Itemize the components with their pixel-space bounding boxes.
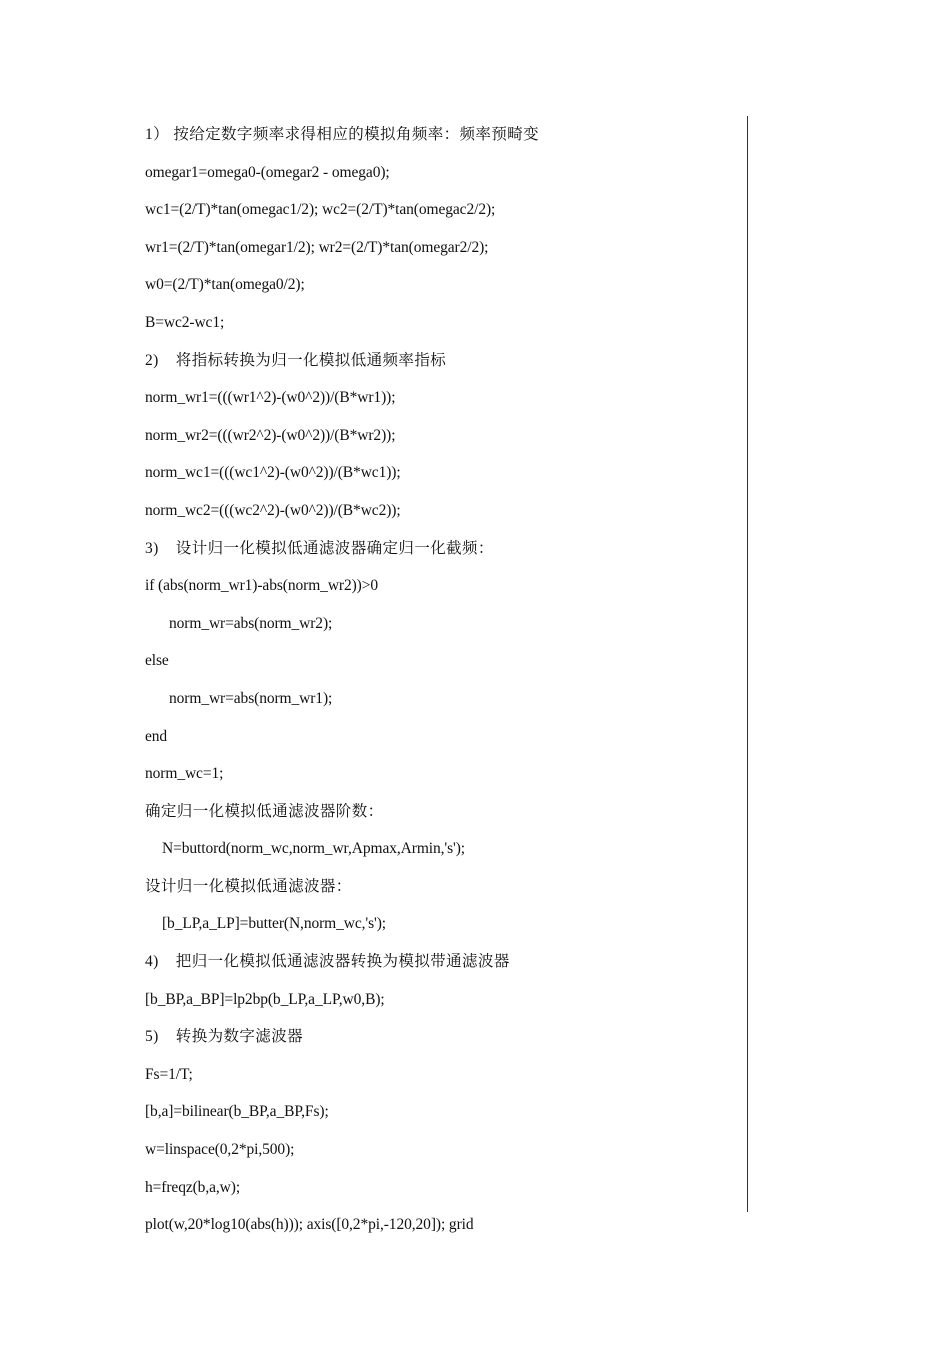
vertical-rule <box>747 116 748 1212</box>
step-4-heading: 4) 把归一化模拟低通滤波器转换为模拟带通滤波器 <box>145 953 510 971</box>
step-2-heading: 2) 将指标转换为归一化模拟低通频率指标 <box>145 351 447 369</box>
code-line: wr1=(2/T)*tan(omegar1/2); wr2=(2/T)*tan(omegar2/2); <box>145 238 489 256</box>
code-line: end <box>145 727 168 745</box>
code-line: norm_wr=abs(norm_wr2); <box>169 614 333 632</box>
order-comment: 确定归一化模拟低通滤波器阶数： <box>145 802 384 820</box>
code-line: w=linspace(0,2*pi,500); <box>145 1141 295 1159</box>
code-line: Fs=1/T; <box>145 1065 193 1083</box>
code-line: if (abs(norm_wr1)-abs(norm_wr2))>0 <box>145 577 379 595</box>
step-1-heading: 1） 按给定数字频率求得相应的模拟角频率：频率预畸变 <box>145 126 540 143</box>
code-line: [b_BP,a_BP]=lp2bp(b_LP,a_LP,w0,B); <box>145 990 385 1008</box>
code-line: h=freqz(b,a,w); <box>145 1178 241 1196</box>
code-line: omegar1=omega0-(omegar2 - omega0); <box>145 163 390 181</box>
code-line: norm_wc2=(((wc2^2)-(w0^2))/(B*wc2)); <box>145 501 401 519</box>
code-line: [b_LP,a_LP]=butter(N,norm_wc,'s'); <box>162 915 387 933</box>
design-comment: 设计归一化模拟低通滤波器： <box>145 877 352 895</box>
code-line: plot(w,20*log10(abs(h))); axis([0,2*pi,-120,20]); grid <box>145 1216 474 1234</box>
code-line: wc1=(2/T)*tan(omegac1/2); wc2=(2/T)*tan(omegac2/2); <box>145 201 496 219</box>
code-line: [b,a]=bilinear(b_BP,a_BP,Fs); <box>145 1103 329 1121</box>
code-line: w0=(2/T)*tan(omega0/2); <box>145 276 305 294</box>
step-3-heading: 3) 设计归一化模拟低通滤波器确定归一化截频： <box>145 539 494 557</box>
code-line: B=wc2-wc1; <box>145 313 225 331</box>
code-line: norm_wr2=(((wr2^2)-(w0^2))/(B*wr2)); <box>145 426 396 444</box>
code-line: norm_wc=1; <box>145 765 224 783</box>
code-line: norm_wr1=(((wr1^2)-(w0^2))/(B*wr1)); <box>145 389 396 407</box>
code-block <box>145 118 735 1246</box>
step-5-heading: 5) 转换为数字滤波器 <box>145 1028 304 1046</box>
code-line: norm_wc1=(((wc1^2)-(w0^2))/(B*wc1)); <box>145 464 401 482</box>
code-line: else <box>145 652 169 670</box>
code-line: N=buttord(norm_wc,norm_wr,Apmax,Armin,'s'); <box>162 840 465 858</box>
code-line: norm_wr=abs(norm_wr1); <box>169 689 333 707</box>
